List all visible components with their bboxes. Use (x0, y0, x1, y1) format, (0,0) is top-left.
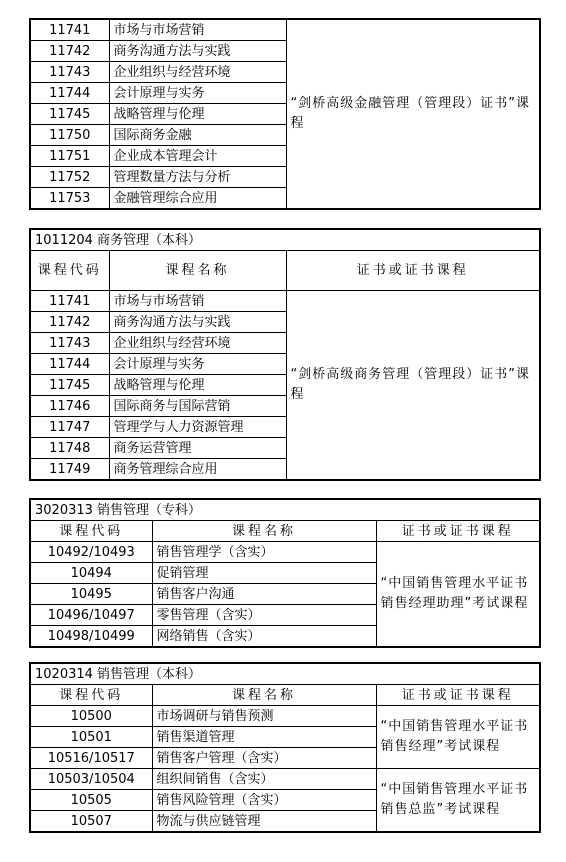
table-row (30, 769, 540, 790)
course-name: 零售管理（含实） (152, 605, 376, 626)
certificate-cell-director: “中国销售管理水平证书销售总监”考试课程 (376, 769, 540, 833)
course-code: 10500 (30, 706, 152, 727)
course-name: 金融管理综合应用 (109, 188, 286, 210)
table-header-row (30, 685, 540, 706)
course-name: 促销管理 (152, 563, 376, 584)
course-name: 会计原理与实务 (109, 354, 286, 375)
course-table-sales-management-bachelor (29, 662, 541, 833)
certificate-cell: “剑桥高级商务管理（管理段）证书”课程 (286, 291, 540, 481)
course-table-sales-management-associate (29, 498, 541, 648)
header-code: 课程代码 (30, 251, 109, 291)
course-name: 销售管理学（含实） (152, 542, 376, 563)
course-code: 11743 (30, 62, 109, 83)
course-name: 组织间销售（含实） (152, 769, 376, 790)
course-name: 管理学与人力资源管理 (109, 417, 286, 438)
course-name: 销售客户管理（含实） (152, 748, 376, 769)
table-title: 3020313 销售管理（专科） (30, 499, 540, 521)
course-table-business-management (29, 228, 541, 481)
table-row (30, 291, 540, 312)
course-name: 网络销售（含实） (152, 626, 376, 648)
course-code: 11749 (30, 459, 109, 481)
course-code: 11742 (30, 312, 109, 333)
course-code: 11751 (30, 146, 109, 167)
course-name: 会计原理与实务 (109, 83, 286, 104)
table-title: 1020314 销售管理（本科） (30, 663, 540, 685)
course-name: 商务运营管理 (109, 438, 286, 459)
course-code: 10492/10493 (30, 542, 152, 563)
course-code: 11742 (30, 41, 109, 62)
course-code: 10495 (30, 584, 152, 605)
course-name: 市场与市场营销 (109, 19, 286, 41)
course-code: 11746 (30, 396, 109, 417)
certificate-cell: “中国销售管理水平证书销售经理助理”考试课程 (376, 542, 540, 648)
course-name: 销售风险管理（含实） (152, 790, 376, 811)
table-title: 1011204 商务管理（本科） (30, 229, 540, 251)
course-name: 企业成本管理会计 (109, 146, 286, 167)
certificate-cell: “剑桥高级金融管理（管理段）证书”课程 (286, 19, 540, 209)
header-name: 课程名称 (109, 251, 286, 291)
table-header-row (30, 251, 540, 291)
course-name: 国际商务与国际营销 (109, 396, 286, 417)
course-code: 11745 (30, 375, 109, 396)
header-name: 课程名称 (152, 685, 376, 706)
header-code: 课程代码 (30, 685, 152, 706)
course-code: 10507 (30, 811, 152, 833)
course-name: 企业组织与经营环境 (109, 333, 286, 354)
course-code: 10494 (30, 563, 152, 584)
header-cert: 证书或证书课程 (376, 521, 540, 542)
course-code: 11744 (30, 354, 109, 375)
course-code: 11744 (30, 83, 109, 104)
header-name: 课程名称 (152, 521, 376, 542)
table-header-row (30, 521, 540, 542)
course-name: 销售客户沟通 (152, 584, 376, 605)
course-name: 市场调研与销售预测 (152, 706, 376, 727)
course-name: 管理数量方法与分析 (109, 167, 286, 188)
course-code: 11741 (30, 291, 109, 312)
certificate-cell-manager: “中国销售管理水平证书销售经理”考试课程 (376, 706, 540, 769)
course-name: 战略管理与伦理 (109, 104, 286, 125)
course-name: 商务沟通方法与实践 (109, 312, 286, 333)
course-code: 10501 (30, 727, 152, 748)
course-code: 11748 (30, 438, 109, 459)
course-name: 国际商务金融 (109, 125, 286, 146)
course-code: 10496/10497 (30, 605, 152, 626)
course-name: 物流与供应链管理 (152, 811, 376, 833)
course-code: 11752 (30, 167, 109, 188)
table-title-row (30, 229, 540, 251)
course-code: 11745 (30, 104, 109, 125)
course-code: 10505 (30, 790, 152, 811)
header-cert: 证书或证书课程 (376, 685, 540, 706)
table-title-row (30, 499, 540, 521)
course-name: 销售渠道管理 (152, 727, 376, 748)
course-code: 10516/10517 (30, 748, 152, 769)
course-code: 11747 (30, 417, 109, 438)
course-name: 市场与市场营销 (109, 291, 286, 312)
header-cert: 证书或证书课程 (286, 251, 540, 291)
course-code: 10503/10504 (30, 769, 152, 790)
course-code: 10498/10499 (30, 626, 152, 648)
course-code: 11750 (30, 125, 109, 146)
course-code: 11743 (30, 333, 109, 354)
course-code: 11753 (30, 188, 109, 210)
table-row (30, 542, 540, 563)
table-title-row (30, 663, 540, 685)
table-row (30, 19, 540, 41)
table-row (30, 706, 540, 727)
header-code: 课程代码 (30, 521, 152, 542)
course-name: 商务管理综合应用 (109, 459, 286, 481)
course-name: 商务沟通方法与实践 (109, 41, 286, 62)
course-name: 战略管理与伦理 (109, 375, 286, 396)
course-name: 企业组织与经营环境 (109, 62, 286, 83)
course-code: 11741 (30, 19, 109, 41)
course-table-finance (29, 18, 541, 210)
